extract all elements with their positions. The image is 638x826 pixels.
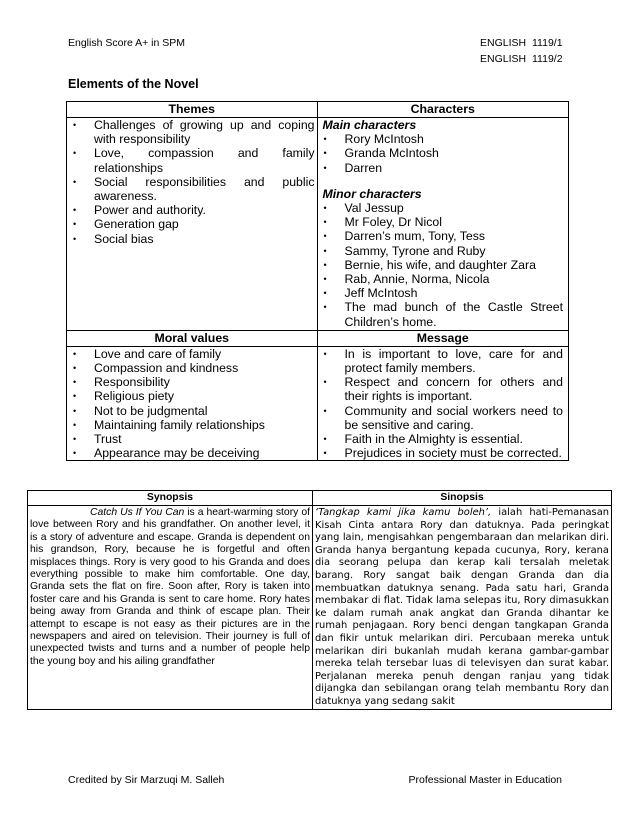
moral-values-heading: Moral values <box>67 330 318 346</box>
message-cell <box>317 346 568 461</box>
synopsis-book-title: Catch Us If You Can <box>90 507 185 518</box>
minor-characters-label: Minor characters <box>322 186 422 201</box>
list-item: • Love and care of family <box>67 347 317 361</box>
header-code-1: 1119/1 <box>532 37 563 49</box>
list-item: • Love, compassion and family relationships <box>67 146 315 174</box>
main-characters-label: Main characters <box>322 118 417 132</box>
minor-characters-list <box>318 201 563 329</box>
synopsis-heading: Synopsis <box>28 491 313 506</box>
list-item: • Bernie, his wife, and daughter Zara <box>318 258 563 272</box>
synopsis-text: is a heart-warming story of love between Rory and his grandfather. On another level, it is a story of adventure and escape. Granda is dependent on his grandson, Rory, because he is forgetful and often misplaces things. Rory is very good to his Granda and does everything possible to make him comfortable. One day, Granda sets the flat on fire. Soon after, Rory is taken into foster care and his Granda is sent to care home. Rory hates being away from Granda and think of escape plan. Their attempt to escape is not easy as their pictures are in the newspapers and aired on television. Their journey is full of unexpected twists and turns and a number of people help the young boy and his ailing grandfather <box>30 507 310 667</box>
characters-heading: Characters <box>317 102 568 118</box>
header-subject-1: ENGLISH <box>480 37 527 49</box>
list-item: • In is important to love, care for and protect family members. <box>318 347 563 375</box>
sinopsis-text: ialah hati-Pemanasan Kisah Cinta antara Rory dan datuknya. Pada peringkat yang lain, mengisahkan pengembaraan dan melarikan diri. Granda hanya bergantung kepada cucunya, Rory, kerana dia seorang pelupa dan kerap kali tersalah meletak barang. Rory sangat baik dengan Granda dan dia membuatkan datuknya senang. Pada satu hari, Granda membakar di flat. Tidak lama selepas itu, Rory dimasukkan ke dalam rumah anak angkat dan Granda dihantar ke rumah penjagaan. Rory benci dengan tangkapan Granda dan fikir untuk melarikan diri. Percubaan mereka untuk melarikan diri bukanlah mudah kerana gambar-gambar mereka telah tersebar luas di televisyen dan surat kabar. Perjalanan mereka penuh dengan ranjau yang tidak dijangka dan sebilangan orang telah membantu Rory dan datuknya yang sedang sakit <box>315 507 609 707</box>
list-item: • Trust <box>67 432 317 446</box>
list-item: • Generation gap <box>67 217 315 231</box>
footer-title: Professional Master in Education <box>408 774 562 786</box>
header-subject-2: ENGLISH <box>480 53 527 65</box>
header-left-text: English Score A+ in SPM <box>68 37 186 49</box>
list-item: • Mr Foley, Dr Nicol <box>318 215 563 229</box>
list-item: • Social bias <box>67 232 315 246</box>
moral-values-cell <box>67 346 318 461</box>
footer-credit: Credited by Sir Marzuqi M. Salleh <box>68 774 225 786</box>
characters-cell <box>317 118 568 331</box>
list-item: • The mad bunch of the Castle Street Children’s home. <box>318 300 563 328</box>
list-item: • Darren <box>318 161 563 175</box>
list-item: • Community and social workers need to be sensitive and caring. <box>318 404 563 432</box>
sinopsis-cell <box>313 506 612 710</box>
message-list <box>318 347 563 461</box>
sinopsis-heading: Sinopsis <box>313 491 612 506</box>
list-item: • Power and authority. <box>67 203 315 217</box>
moral-values-list <box>67 347 317 461</box>
synopsis-cell <box>28 506 313 710</box>
themes-list <box>67 118 315 246</box>
list-item: • Val Jessup <box>318 201 563 215</box>
list-item: • Appearance may be deceiving <box>67 446 317 460</box>
main-characters-list <box>318 132 563 175</box>
list-item: • Respect and concern for others and their rights is important. <box>318 375 563 403</box>
list-item: • Faith in the Almighty is essential. <box>318 432 563 446</box>
list-item: • Not to be judgmental <box>67 404 317 418</box>
elements-table <box>66 101 569 461</box>
message-heading: Message <box>317 330 568 346</box>
list-item: • Jeff McIntosh <box>318 286 563 300</box>
list-item: • Darren’s mum, Tony, Tess <box>318 229 563 243</box>
list-item: • Rab, Annie, Norma, Nicola <box>318 272 563 286</box>
sinopsis-book-title: ‘Tangkap kami jika kamu boleh’, <box>315 507 492 518</box>
list-item: • Rory McIntosh <box>318 132 563 146</box>
page-title: Elements of the Novel <box>68 77 199 91</box>
list-item: • Responsibility <box>67 375 317 389</box>
list-item: • Granda McIntosh <box>318 146 563 160</box>
list-item: • Social responsibilities and public awareness. <box>67 175 315 203</box>
synopsis-table <box>27 490 612 710</box>
list-item: • Maintaining family relationships <box>67 418 317 432</box>
themes-heading: Themes <box>67 102 318 118</box>
list-item: • Sammy, Tyrone and Ruby <box>318 244 563 258</box>
list-item: • Compassion and kindness <box>67 361 317 375</box>
header-code-2: 1119/2 <box>532 53 563 65</box>
list-item: • Prejudices in society must be corrected. <box>318 446 563 460</box>
themes-cell <box>67 118 318 331</box>
list-item: • Challenges of growing up and coping with responsibility <box>67 118 315 146</box>
list-item: • Religious piety <box>67 389 317 403</box>
